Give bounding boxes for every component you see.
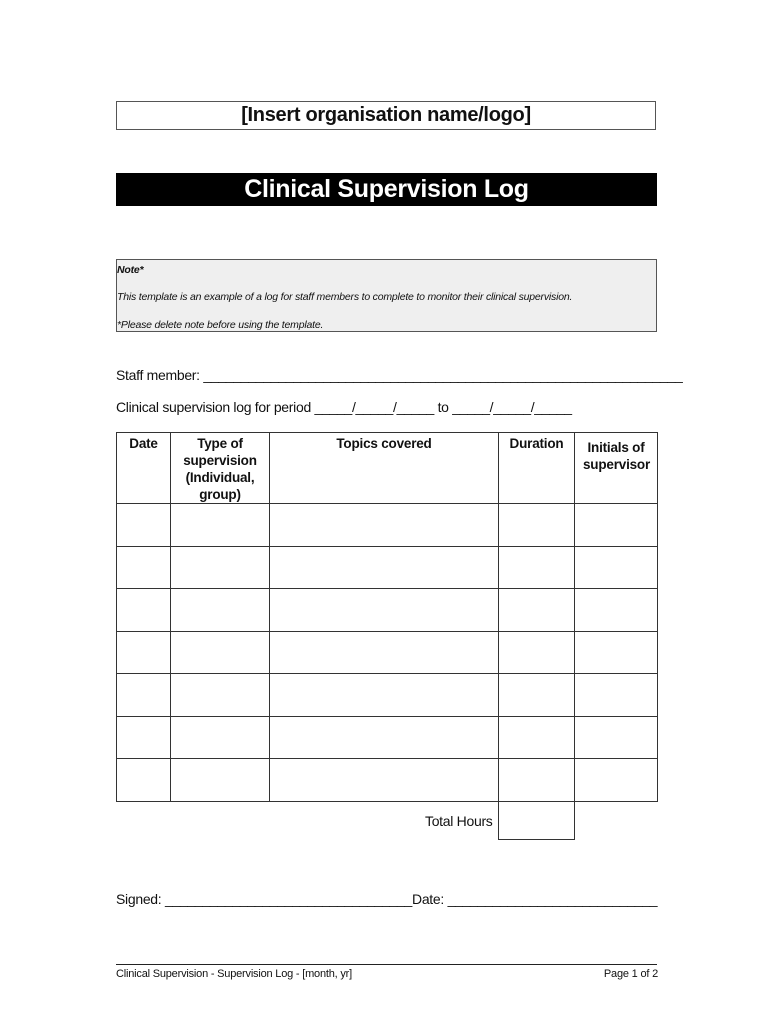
topics-cell[interactable] — [270, 674, 499, 717]
duration-cell[interactable] — [499, 759, 575, 802]
initials-cell[interactable] — [575, 716, 658, 759]
duration-cell[interactable] — [499, 631, 575, 674]
table-row — [117, 674, 658, 717]
table-row — [117, 504, 658, 547]
supervision-log-table — [116, 432, 658, 802]
type-cell[interactable] — [171, 631, 270, 674]
type-cell[interactable] — [171, 589, 270, 632]
column-header-supervision-type-label: Type of supervision (Individual, group) — [183, 436, 257, 502]
duration-cell[interactable] — [499, 716, 575, 759]
column-header-supervisor-initials-label: Initials of supervisor — [583, 440, 651, 472]
signature-date-field[interactable]: Signed: _________________________________Date: ____________________________ — [116, 891, 658, 907]
organisation-name-placeholder: [Insert organisation name/logo] — [116, 101, 656, 130]
duration-cell[interactable] — [499, 504, 575, 547]
topics-cell[interactable] — [270, 759, 499, 802]
duration-cell[interactable] — [499, 546, 575, 589]
table-row — [117, 546, 658, 589]
date-cell[interactable] — [117, 674, 171, 717]
column-header-supervisor-initials — [575, 433, 658, 504]
note-delete-instruction: *Please delete note before using the template. — [117, 319, 324, 331]
date-cell[interactable] — [117, 759, 171, 802]
note-heading: Note* — [117, 264, 144, 276]
table-row — [117, 631, 658, 674]
initials-cell[interactable] — [575, 674, 658, 717]
document-title: Clinical Supervision Log — [116, 173, 657, 206]
topics-cell[interactable] — [270, 631, 499, 674]
duration-cell[interactable] — [499, 674, 575, 717]
initials-cell[interactable] — [575, 759, 658, 802]
type-cell[interactable] — [171, 504, 270, 547]
table-header-row — [117, 433, 658, 504]
topics-cell[interactable] — [270, 589, 499, 632]
duration-cell[interactable] — [499, 589, 575, 632]
date-cell[interactable] — [117, 504, 171, 547]
initials-cell[interactable] — [575, 631, 658, 674]
table-row — [117, 759, 658, 802]
supervision-period-field[interactable]: Clinical supervision log for period _____/_____/_____ to _____/_____/_____ — [116, 399, 572, 415]
initials-cell[interactable] — [575, 589, 658, 632]
note-text: This template is an example of a log for staff members to complete to monitor their clinical supervision. — [117, 291, 573, 303]
type-cell[interactable] — [171, 546, 270, 589]
page-number: Page 1 of 2 — [603, 968, 658, 980]
total-hours-label: Total Hours — [425, 813, 493, 829]
footer-divider — [116, 964, 657, 965]
note-box — [116, 259, 657, 332]
topics-cell[interactable] — [270, 504, 499, 547]
table-row — [117, 589, 658, 632]
topics-cell[interactable] — [270, 716, 499, 759]
column-header-date: Date — [117, 433, 171, 504]
initials-cell[interactable] — [575, 546, 658, 589]
type-cell[interactable] — [171, 674, 270, 717]
table-row — [117, 716, 658, 759]
total-hours-cell[interactable] — [498, 797, 575, 840]
staff-member-field[interactable]: Staff member: ________________________________________________________________ — [116, 367, 683, 383]
type-cell[interactable] — [171, 759, 270, 802]
date-cell[interactable] — [117, 589, 171, 632]
date-cell[interactable] — [117, 716, 171, 759]
footer-document-label: Clinical Supervision - Supervision Log - [month, yr] — [116, 968, 352, 980]
column-header-duration: Duration — [499, 433, 575, 504]
column-header-supervision-type — [171, 433, 270, 504]
type-cell[interactable] — [171, 716, 270, 759]
column-header-topics: Topics covered — [270, 433, 499, 504]
date-cell[interactable] — [117, 546, 171, 589]
topics-cell[interactable] — [270, 546, 499, 589]
date-cell[interactable] — [117, 631, 171, 674]
initials-cell[interactable] — [575, 504, 658, 547]
